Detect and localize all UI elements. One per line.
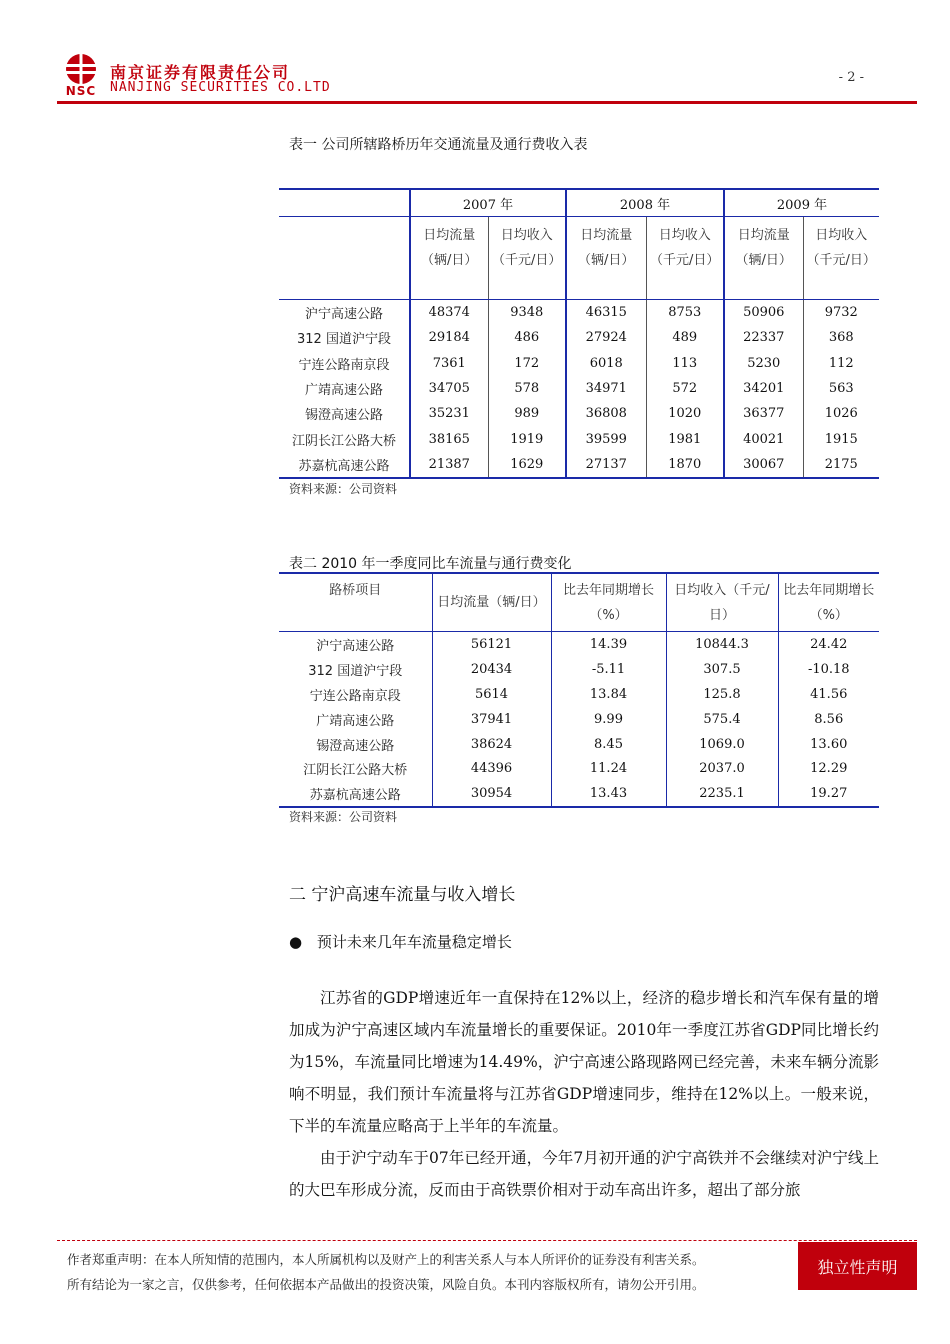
road-name-cell: 广靖高速公路 (316, 713, 395, 729)
table-cell: 112 (803, 351, 879, 376)
independence-statement-tag: 独立性声明 (798, 1242, 917, 1290)
road-name-cell: 锡澄高速公路 (304, 408, 383, 424)
table-cell: 13.43 (551, 781, 666, 807)
table-row (279, 732, 879, 757)
table-cell: 30954 (432, 781, 551, 807)
table2-caption: 表二 2010 年一季度同比车流量与通行费变化 (289, 556, 572, 572)
table1-subheader: 日均流量（辆/日） (566, 217, 646, 300)
page-number: - 2 - (838, 70, 864, 85)
table-cell: -5.11 (551, 657, 666, 682)
table-cell: 2235.1 (666, 781, 778, 807)
table-cell: 29184 (410, 325, 488, 350)
table-cell: 578 (488, 376, 566, 401)
table2-header-row (279, 573, 879, 632)
paragraph: 江苏省的GDP增速近年一直保持在12%以上，经济的稳步增长和汽车保有量的增加成为沪宁高速区域内车流量增长的重要保证。2010年一季度江苏省GDP同比增长约为15%，车流量同比增速为14.49%，沪宁高速公路现路网已经完善，未来车辆分流影响不明显，我们预计车流量将与江苏省GDP增速同步，维持在12%以上。一般来说，下半的车流量应略高于上半年的车流量。 (289, 989, 879, 1135)
table-cell: 5614 (432, 682, 551, 707)
table-cell: 44396 (432, 756, 551, 781)
table-cell: 489 (646, 325, 724, 350)
table-cell: 9.99 (551, 707, 666, 732)
table-cell: 13.84 (551, 682, 666, 707)
table-cell: 48374 (410, 300, 488, 326)
table-cell: 9348 (488, 300, 566, 326)
table1 (279, 188, 879, 479)
table-cell: 9732 (803, 300, 879, 326)
table-cell: 46315 (566, 300, 646, 326)
table-cell: 575.4 (666, 707, 778, 732)
table-cell: 563 (803, 376, 879, 401)
table-cell: 11.24 (551, 756, 666, 781)
disclaimer-line: 所有结论为一家之言，仅供参考，任何依据本产品做出的投资决策，风险自负。本刊内容版权所有，请勿公开引用。 (67, 1277, 705, 1292)
table-cell: 1870 (646, 452, 724, 478)
table-cell: 1026 (803, 401, 879, 426)
company-name-en: NANJING SECURITIES CO.LTD (110, 80, 331, 95)
road-name-cell: 江阴长江公路大桥 (291, 433, 396, 449)
table-cell: 113 (646, 351, 724, 376)
logo-text: NSC (65, 84, 97, 98)
road-name-cell: 宁连公路南京段 (298, 357, 390, 373)
table-cell: 12.29 (778, 756, 879, 781)
table-cell: 36377 (724, 401, 803, 426)
table-cell: 989 (488, 401, 566, 426)
table-cell: 2037.0 (666, 756, 778, 781)
table-cell: 572 (646, 376, 724, 401)
table-cell: 1915 (803, 426, 879, 451)
table-cell: 6018 (566, 351, 646, 376)
table-row (279, 426, 879, 451)
table1-subheader: 日均收入（千元/日） (803, 217, 879, 300)
table-row (279, 351, 879, 376)
road-name-cell: 312 国道沪宁段 (308, 663, 403, 679)
table-cell: 38624 (432, 732, 551, 757)
table-cell: 34971 (566, 376, 646, 401)
bullet-item (289, 931, 512, 952)
table-cell: -10.18 (778, 657, 879, 682)
table-cell: 39599 (566, 426, 646, 451)
table-cell: 19.27 (778, 781, 879, 807)
table-cell: 38165 (410, 426, 488, 451)
table1-corner (279, 189, 410, 217)
table-cell: 7361 (410, 351, 488, 376)
bullet-text: 预计未来几年车流量稳定增长 (316, 933, 512, 951)
table2-header: 路桥项目 (279, 573, 432, 632)
table-cell: 34705 (410, 376, 488, 401)
table-row (279, 300, 879, 326)
table-cell: 172 (488, 351, 566, 376)
footer-divider (57, 1240, 917, 1241)
table-cell: 21387 (410, 452, 488, 478)
table-cell: 20434 (432, 657, 551, 682)
table1-year-header: 2008 年 (566, 189, 724, 217)
table-cell: 34201 (724, 376, 803, 401)
table1-subheader: 日均流量（辆/日） (410, 217, 488, 300)
table2-header: 比去年同期增长（%） (778, 573, 879, 632)
table-row (279, 657, 879, 682)
table1-caption: 表一 公司所辖路桥历年交通流量及通行费收入表 (289, 137, 588, 153)
table-row (279, 632, 879, 657)
table-cell: 2175 (803, 452, 879, 478)
table-cell: 125.8 (666, 682, 778, 707)
table1-year-header: 2009 年 (724, 189, 879, 217)
table-cell: 41.56 (778, 682, 879, 707)
road-name-cell: 广靖高速公路 (304, 383, 383, 399)
table-cell: 368 (803, 325, 879, 350)
table-cell: 1919 (488, 426, 566, 451)
table1-year-row (279, 189, 879, 217)
table-cell: 8.45 (551, 732, 666, 757)
table-cell: 40021 (724, 426, 803, 451)
section-title: 二 宁沪高速车流量与收入增长 (289, 885, 516, 905)
table-cell: 27924 (566, 325, 646, 350)
table2-header: 日均流量（辆/日） (432, 573, 551, 632)
road-name-cell: 宁连公路南京段 (309, 688, 401, 704)
table-cell: 36808 (566, 401, 646, 426)
table-cell: 1020 (646, 401, 724, 426)
table2-header: 比去年同期增长（%） (551, 573, 666, 632)
road-name-cell: 沪宁高速公路 (304, 307, 383, 323)
disclaimer-line: 作者郑重声明：在本人所知情的范围内，本人所属机构以及财产上的利害关系人与本人所评价的证券没有利害关系。 (67, 1252, 705, 1267)
table2 (279, 572, 879, 808)
company-name-cn: 南京证券有限责任公司 (110, 63, 291, 82)
table-cell: 10844.3 (666, 632, 778, 657)
table-cell: 8.56 (778, 707, 879, 732)
table-cell: 30067 (724, 452, 803, 478)
table2-source: 资料来源：公司资料 (289, 810, 398, 824)
road-name-cell: 沪宁高速公路 (316, 638, 395, 654)
paragraph: 由于沪宁动车于07年已经开通，今年7月初开通的沪宁高铁并不会继续对沪宁线上的大巴车形成分流，反而由于高铁票价相对于动车高出许多，超出了部分旅 (289, 1149, 879, 1199)
road-name-cell: 江阴长江公路大桥 (303, 763, 408, 779)
table1-corner (279, 217, 410, 300)
table1-subheader: 日均收入（千元/日） (646, 217, 724, 300)
table1-year-header: 2007 年 (410, 189, 566, 217)
table-cell: 307.5 (666, 657, 778, 682)
table-row (279, 756, 879, 781)
table-cell: 14.39 (551, 632, 666, 657)
table-cell: 35231 (410, 401, 488, 426)
table-cell: 1981 (646, 426, 724, 451)
table1-source: 资料来源：公司资料 (289, 482, 398, 496)
table-cell: 37941 (432, 707, 551, 732)
table-cell: 50906 (724, 300, 803, 326)
table-cell: 13.60 (778, 732, 879, 757)
table-cell: 8753 (646, 300, 724, 326)
road-name-cell: 锡澄高速公路 (316, 738, 395, 754)
header-divider (57, 101, 917, 104)
table-row (279, 682, 879, 707)
table-row (279, 707, 879, 732)
table-cell: 56121 (432, 632, 551, 657)
table-row (279, 401, 879, 426)
table1-subheader-row (279, 217, 879, 300)
table-row (279, 325, 879, 350)
table1-subheader: 日均流量（辆/日） (724, 217, 803, 300)
table-cell: 1629 (488, 452, 566, 478)
table-row (279, 452, 879, 478)
road-name-cell: 苏嘉杭高速公路 (298, 458, 390, 474)
bullet-icon: ● (289, 933, 303, 951)
table-cell: 27137 (566, 452, 646, 478)
table-row (279, 376, 879, 401)
table-row (279, 781, 879, 807)
road-name-cell: 312 国道沪宁段 (297, 332, 391, 348)
road-name-cell: 苏嘉杭高速公路 (309, 788, 401, 804)
table-cell: 5230 (724, 351, 803, 376)
table-cell: 486 (488, 325, 566, 350)
table2-header: 日均收入（千元/日） (666, 573, 778, 632)
table-cell: 1069.0 (666, 732, 778, 757)
company-logo (57, 52, 105, 98)
table-cell: 24.42 (778, 632, 879, 657)
table-cell: 22337 (724, 325, 803, 350)
table1-subheader: 日均收入（千元/日） (488, 217, 566, 300)
